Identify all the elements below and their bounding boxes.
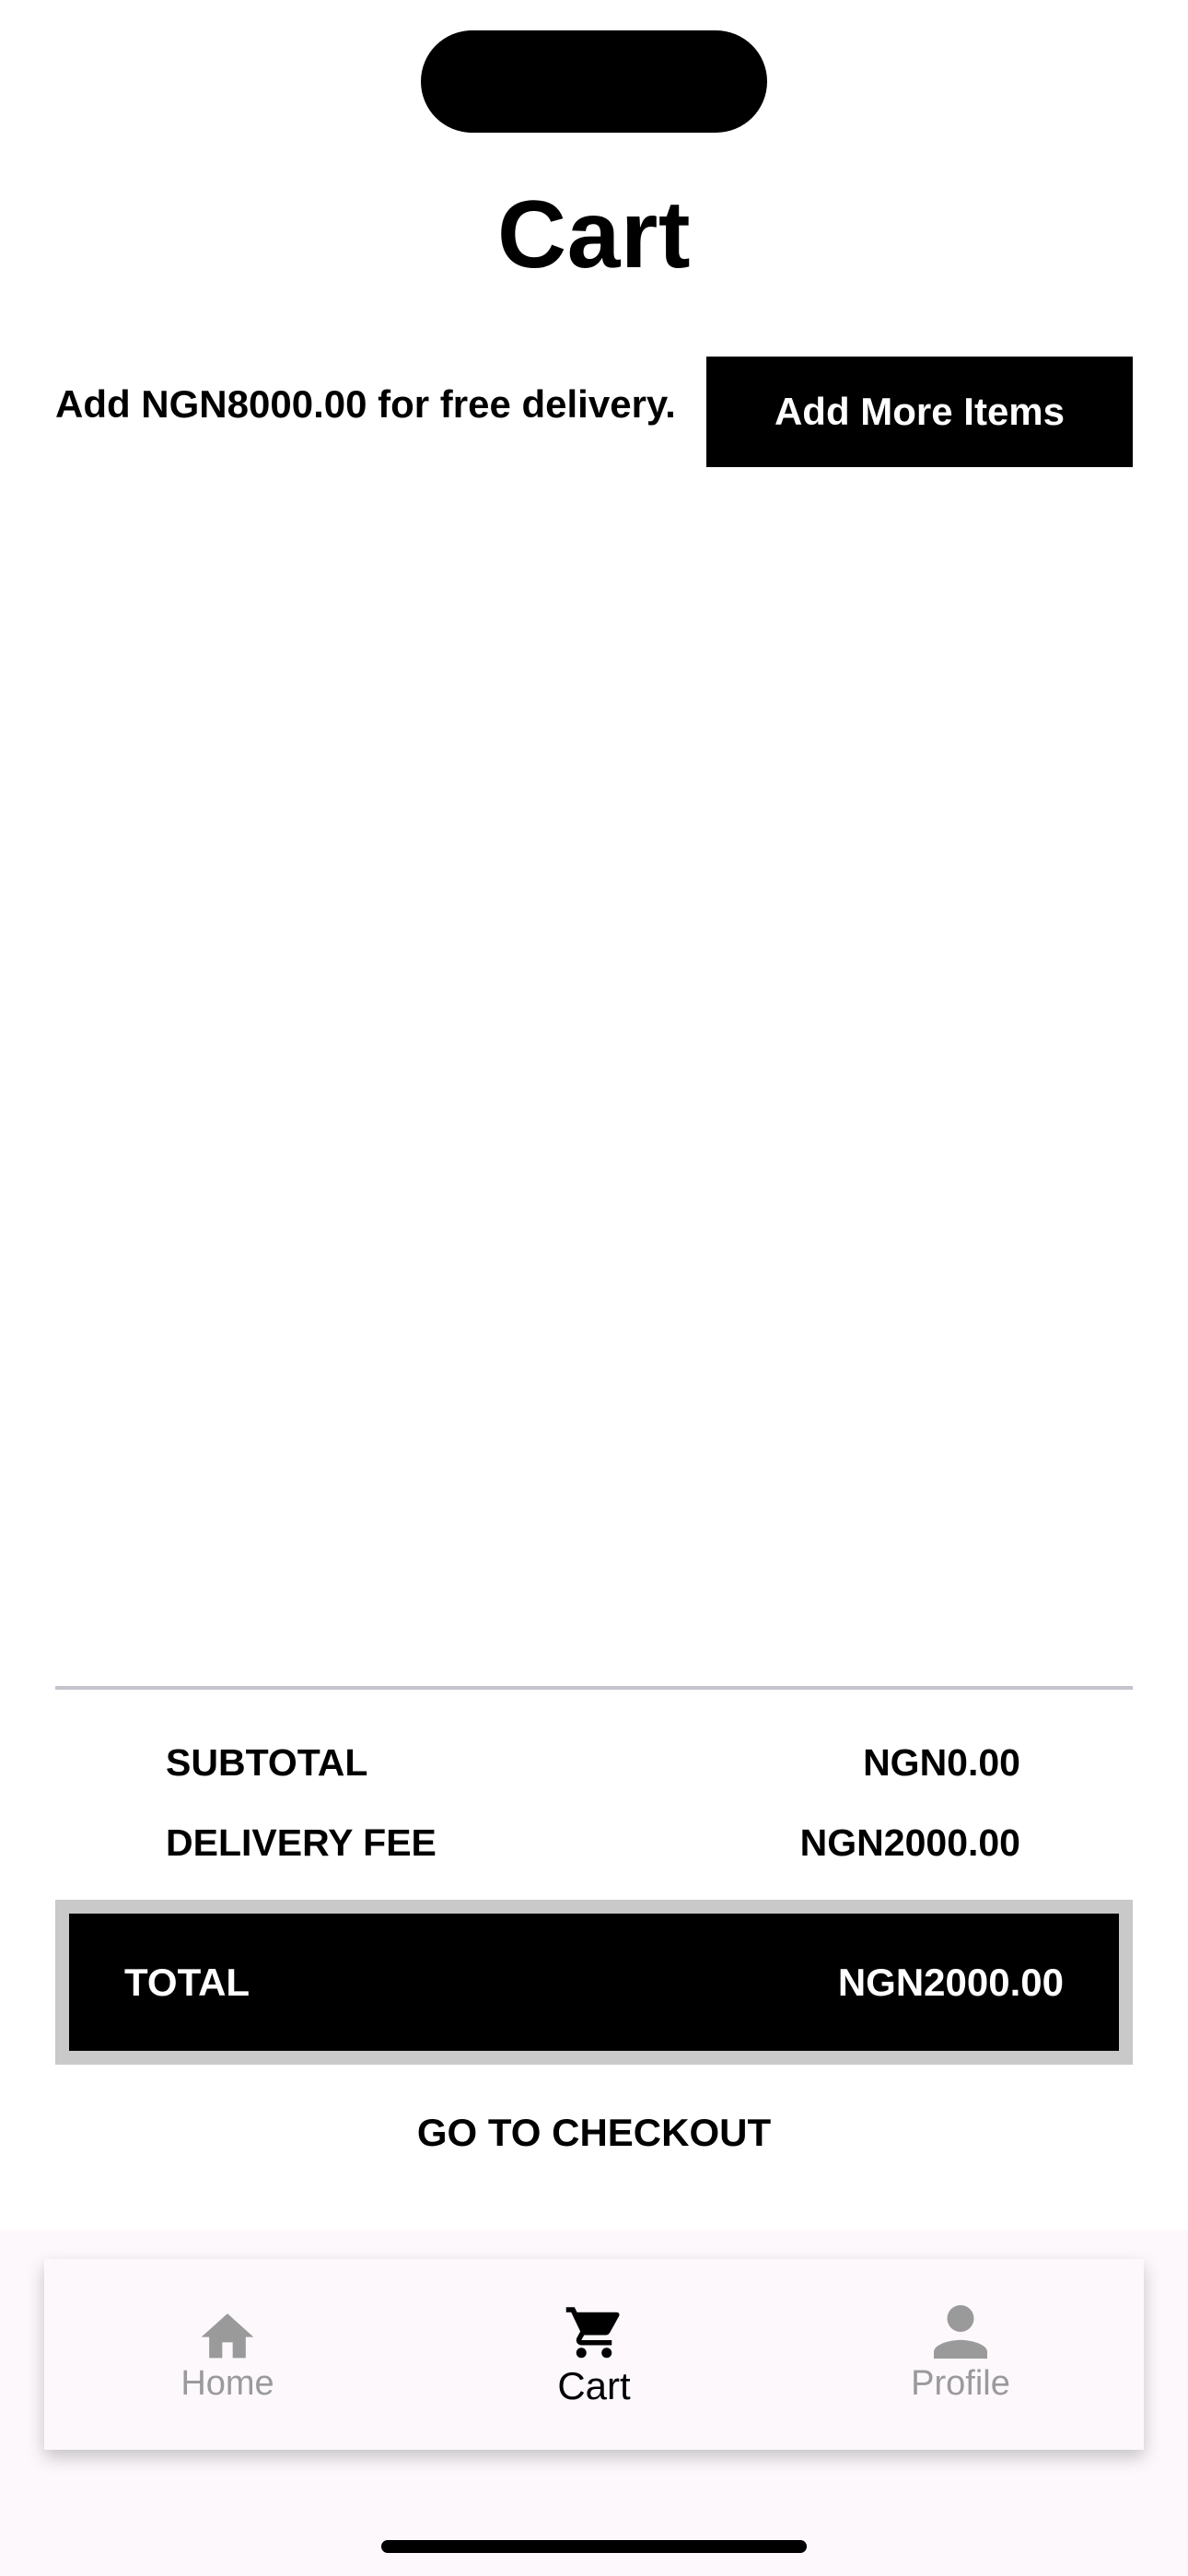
tab-home[interactable] <box>44 2259 411 2450</box>
total-label: TOTAL <box>124 1960 250 2004</box>
person-icon <box>933 2305 988 2359</box>
home-indicator[interactable] <box>381 2540 807 2553</box>
delivery-fee-label: DELIVERY FEE <box>166 1821 437 1864</box>
total-box <box>55 1900 1133 2065</box>
delivery-fee-row <box>166 1821 1020 1865</box>
home-icon <box>196 2305 259 2359</box>
free-delivery-message: Add NGN8000.00 for free delivery. <box>55 382 676 426</box>
tab-profile-label: Profile <box>911 2364 1010 2403</box>
tab-home-label: Home <box>181 2364 274 2403</box>
delivery-fee-value: NGN2000.00 <box>799 1821 1020 1864</box>
summary-divider <box>55 1686 1133 1690</box>
tab-cart-label: Cart <box>557 2363 631 2407</box>
bottom-tab-bar <box>44 2259 1144 2450</box>
page-title: Cart <box>496 181 692 288</box>
total-row <box>69 1914 1119 2051</box>
dynamic-island <box>421 30 767 133</box>
total-value: NGN2000.00 <box>837 1960 1064 2004</box>
subtotal-label: SUBTOTAL <box>166 1741 368 1784</box>
add-more-items-button[interactable]: Add More Items <box>706 357 1133 467</box>
go-to-checkout-button[interactable]: GO TO CHECKOUT <box>318 2101 870 2165</box>
tab-profile[interactable] <box>777 2259 1144 2450</box>
subtotal-row <box>166 1741 1020 1785</box>
tab-cart[interactable] <box>411 2259 777 2450</box>
cart-icon <box>564 2301 624 2359</box>
subtotal-value: NGN0.00 <box>863 1741 1020 1784</box>
